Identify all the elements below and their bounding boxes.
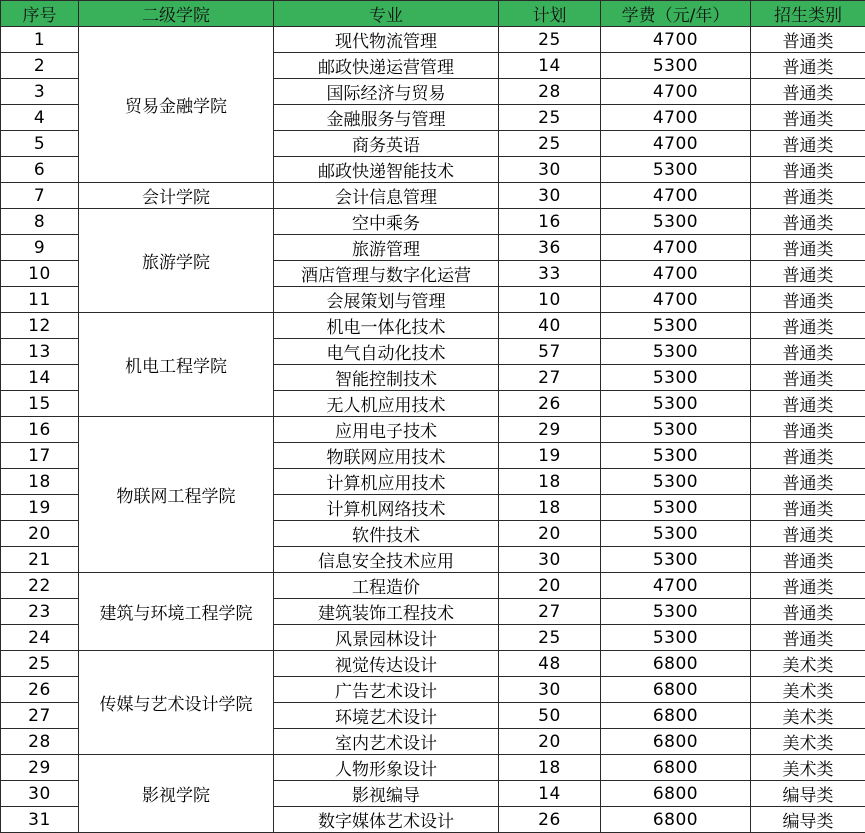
enrollment-category: 美术类 (751, 703, 865, 729)
enrollment-category: 编导类 (751, 781, 865, 807)
plan-count: 26 (499, 807, 601, 833)
tuition-fee: 4700 (601, 573, 751, 599)
row-number: 7 (1, 183, 79, 209)
enrollment-category: 普通类 (751, 131, 865, 157)
row-number: 11 (1, 287, 79, 313)
row-number: 31 (1, 807, 79, 833)
row-number: 20 (1, 521, 79, 547)
plan-count: 14 (499, 781, 601, 807)
plan-count: 30 (499, 677, 601, 703)
tuition-fee: 4700 (601, 131, 751, 157)
major-name: 信息安全技术应用 (274, 547, 499, 573)
enrollment-category: 普通类 (751, 469, 865, 495)
plan-count: 25 (499, 625, 601, 651)
tuition-fee: 5300 (601, 417, 751, 443)
tuition-fee: 5300 (601, 391, 751, 417)
plan-count: 18 (499, 469, 601, 495)
plan-count: 25 (499, 105, 601, 131)
tuition-fee: 5300 (601, 365, 751, 391)
plan-count: 28 (499, 79, 601, 105)
enrollment-category: 普通类 (751, 287, 865, 313)
plan-count: 20 (499, 521, 601, 547)
enrollment-category: 普通类 (751, 547, 865, 573)
major-name: 无人机应用技术 (274, 391, 499, 417)
enrollment-category: 普通类 (751, 495, 865, 521)
row-number: 10 (1, 261, 79, 287)
tuition-fee: 5300 (601, 599, 751, 625)
header-row (1, 1, 865, 27)
college-name: 贸易金融学院 (79, 27, 274, 183)
tuition-fee: 5300 (601, 625, 751, 651)
plan-count: 20 (499, 573, 601, 599)
plan-count: 40 (499, 313, 601, 339)
major-name: 影视编导 (274, 781, 499, 807)
tuition-fee: 6800 (601, 677, 751, 703)
row-number: 28 (1, 729, 79, 755)
tuition-fee: 6800 (601, 703, 751, 729)
enrollment-category: 普通类 (751, 391, 865, 417)
enrollment-category: 编导类 (751, 807, 865, 833)
major-name: 广告艺术设计 (274, 677, 499, 703)
tuition-fee: 6800 (601, 807, 751, 833)
header-plan: 计划 (499, 1, 601, 27)
header-fee: 学费（元/年） (601, 1, 751, 27)
enrollment-category: 普通类 (751, 417, 865, 443)
tuition-fee: 4700 (601, 79, 751, 105)
major-name: 应用电子技术 (274, 417, 499, 443)
major-name: 国际经济与贸易 (274, 79, 499, 105)
plan-count: 27 (499, 365, 601, 391)
row-number: 21 (1, 547, 79, 573)
header-category: 招生类别 (751, 1, 865, 27)
enrollment-category: 美术类 (751, 651, 865, 677)
enrollment-category: 普通类 (751, 261, 865, 287)
tuition-fee: 5300 (601, 469, 751, 495)
tuition-fee: 4700 (601, 183, 751, 209)
enrollment-category: 普通类 (751, 183, 865, 209)
major-name: 风景园林设计 (274, 625, 499, 651)
major-name: 旅游管理 (274, 235, 499, 261)
enrollment-category: 普通类 (751, 27, 865, 53)
row-number: 26 (1, 677, 79, 703)
header-major: 专业 (274, 1, 499, 27)
enrollment-category: 普通类 (751, 313, 865, 339)
tuition-fee: 5300 (601, 157, 751, 183)
enrollment-category: 美术类 (751, 755, 865, 781)
plan-count: 30 (499, 547, 601, 573)
college-name: 传媒与艺术设计学院 (79, 651, 274, 755)
tuition-fee: 5300 (601, 495, 751, 521)
enrollment-category: 普通类 (751, 157, 865, 183)
major-name: 智能控制技术 (274, 365, 499, 391)
plan-count: 29 (499, 417, 601, 443)
enrollment-category: 普通类 (751, 235, 865, 261)
plan-count: 14 (499, 53, 601, 79)
plan-count: 18 (499, 495, 601, 521)
table-row (1, 573, 865, 599)
row-number: 9 (1, 235, 79, 261)
plan-count: 25 (499, 27, 601, 53)
enrollment-category: 普通类 (751, 573, 865, 599)
plan-count: 18 (499, 755, 601, 781)
major-name: 现代物流管理 (274, 27, 499, 53)
tuition-fee: 6800 (601, 651, 751, 677)
plan-count: 27 (499, 599, 601, 625)
row-number: 6 (1, 157, 79, 183)
row-number: 3 (1, 79, 79, 105)
row-number: 27 (1, 703, 79, 729)
plan-count: 48 (499, 651, 601, 677)
tuition-fee: 5300 (601, 521, 751, 547)
major-name: 邮政快递智能技术 (274, 157, 499, 183)
plan-count: 16 (499, 209, 601, 235)
row-number: 4 (1, 105, 79, 131)
row-number: 30 (1, 781, 79, 807)
plan-count: 50 (499, 703, 601, 729)
plan-count: 10 (499, 287, 601, 313)
row-number: 5 (1, 131, 79, 157)
major-name: 数字媒体艺术设计 (274, 807, 499, 833)
header-college: 二级学院 (79, 1, 274, 27)
tuition-fee: 5300 (601, 547, 751, 573)
plan-count: 33 (499, 261, 601, 287)
row-number: 2 (1, 53, 79, 79)
plan-count: 25 (499, 131, 601, 157)
enrollment-category: 普通类 (751, 365, 865, 391)
row-number: 19 (1, 495, 79, 521)
row-number: 13 (1, 339, 79, 365)
table-row (1, 651, 865, 677)
major-name: 环境艺术设计 (274, 703, 499, 729)
enrollment-category: 普通类 (751, 625, 865, 651)
table-row (1, 755, 865, 781)
major-name: 邮政快递运营管理 (274, 53, 499, 79)
row-number: 15 (1, 391, 79, 417)
enrollment-category: 美术类 (751, 729, 865, 755)
row-number: 16 (1, 417, 79, 443)
tuition-fee: 6800 (601, 781, 751, 807)
tuition-fee: 5300 (601, 443, 751, 469)
tuition-fee: 6800 (601, 729, 751, 755)
plan-count: 20 (499, 729, 601, 755)
tuition-fee: 5300 (601, 53, 751, 79)
row-number: 8 (1, 209, 79, 235)
row-number: 17 (1, 443, 79, 469)
major-name: 计算机应用技术 (274, 469, 499, 495)
tuition-fee: 4700 (601, 261, 751, 287)
major-name: 电气自动化技术 (274, 339, 499, 365)
major-name: 机电一体化技术 (274, 313, 499, 339)
major-name: 人物形象设计 (274, 755, 499, 781)
major-name: 会展策划与管理 (274, 287, 499, 313)
major-name: 软件技术 (274, 521, 499, 547)
major-name: 会计信息管理 (274, 183, 499, 209)
college-name: 机电工程学院 (79, 313, 274, 417)
table-row (1, 183, 865, 209)
college-name: 建筑与环境工程学院 (79, 573, 274, 651)
college-name: 物联网工程学院 (79, 417, 274, 573)
row-number: 25 (1, 651, 79, 677)
enrollment-category: 普通类 (751, 105, 865, 131)
major-name: 计算机网络技术 (274, 495, 499, 521)
row-number: 22 (1, 573, 79, 599)
table-row (1, 27, 865, 53)
table-row (1, 417, 865, 443)
tuition-fee: 4700 (601, 27, 751, 53)
tuition-fee: 5300 (601, 209, 751, 235)
tuition-fee: 4700 (601, 105, 751, 131)
row-number: 18 (1, 469, 79, 495)
row-number: 24 (1, 625, 79, 651)
plan-count: 30 (499, 157, 601, 183)
plan-count: 57 (499, 339, 601, 365)
table-row (1, 313, 865, 339)
row-number: 29 (1, 755, 79, 781)
major-name: 视觉传达设计 (274, 651, 499, 677)
plan-count: 36 (499, 235, 601, 261)
table-row (1, 209, 865, 235)
enrollment-category: 普通类 (751, 443, 865, 469)
enrollment-category: 普通类 (751, 209, 865, 235)
plan-count: 26 (499, 391, 601, 417)
enrollment-category: 普通类 (751, 339, 865, 365)
tuition-fee: 4700 (601, 287, 751, 313)
major-name: 建筑装饰工程技术 (274, 599, 499, 625)
header-no: 序号 (1, 1, 79, 27)
college-name: 会计学院 (79, 183, 274, 209)
college-name: 旅游学院 (79, 209, 274, 313)
tuition-fee: 5300 (601, 313, 751, 339)
enrollment-category: 美术类 (751, 677, 865, 703)
major-name: 酒店管理与数字化运营 (274, 261, 499, 287)
row-number: 14 (1, 365, 79, 391)
enrollment-category: 普通类 (751, 599, 865, 625)
table-body (1, 27, 865, 833)
major-name: 物联网应用技术 (274, 443, 499, 469)
table-header (1, 1, 865, 27)
major-name: 室内艺术设计 (274, 729, 499, 755)
major-name: 金融服务与管理 (274, 105, 499, 131)
enrollment-category: 普通类 (751, 521, 865, 547)
major-name: 工程造价 (274, 573, 499, 599)
tuition-fee: 5300 (601, 339, 751, 365)
tuition-fee: 4700 (601, 235, 751, 261)
row-number: 12 (1, 313, 79, 339)
plan-count: 19 (499, 443, 601, 469)
row-number: 23 (1, 599, 79, 625)
enrollment-category: 普通类 (751, 79, 865, 105)
major-name: 空中乘务 (274, 209, 499, 235)
plan-count: 30 (499, 183, 601, 209)
enrollment-category: 普通类 (751, 53, 865, 79)
major-name: 商务英语 (274, 131, 499, 157)
row-number: 1 (1, 27, 79, 53)
tuition-fee: 6800 (601, 755, 751, 781)
college-name: 影视学院 (79, 755, 274, 833)
